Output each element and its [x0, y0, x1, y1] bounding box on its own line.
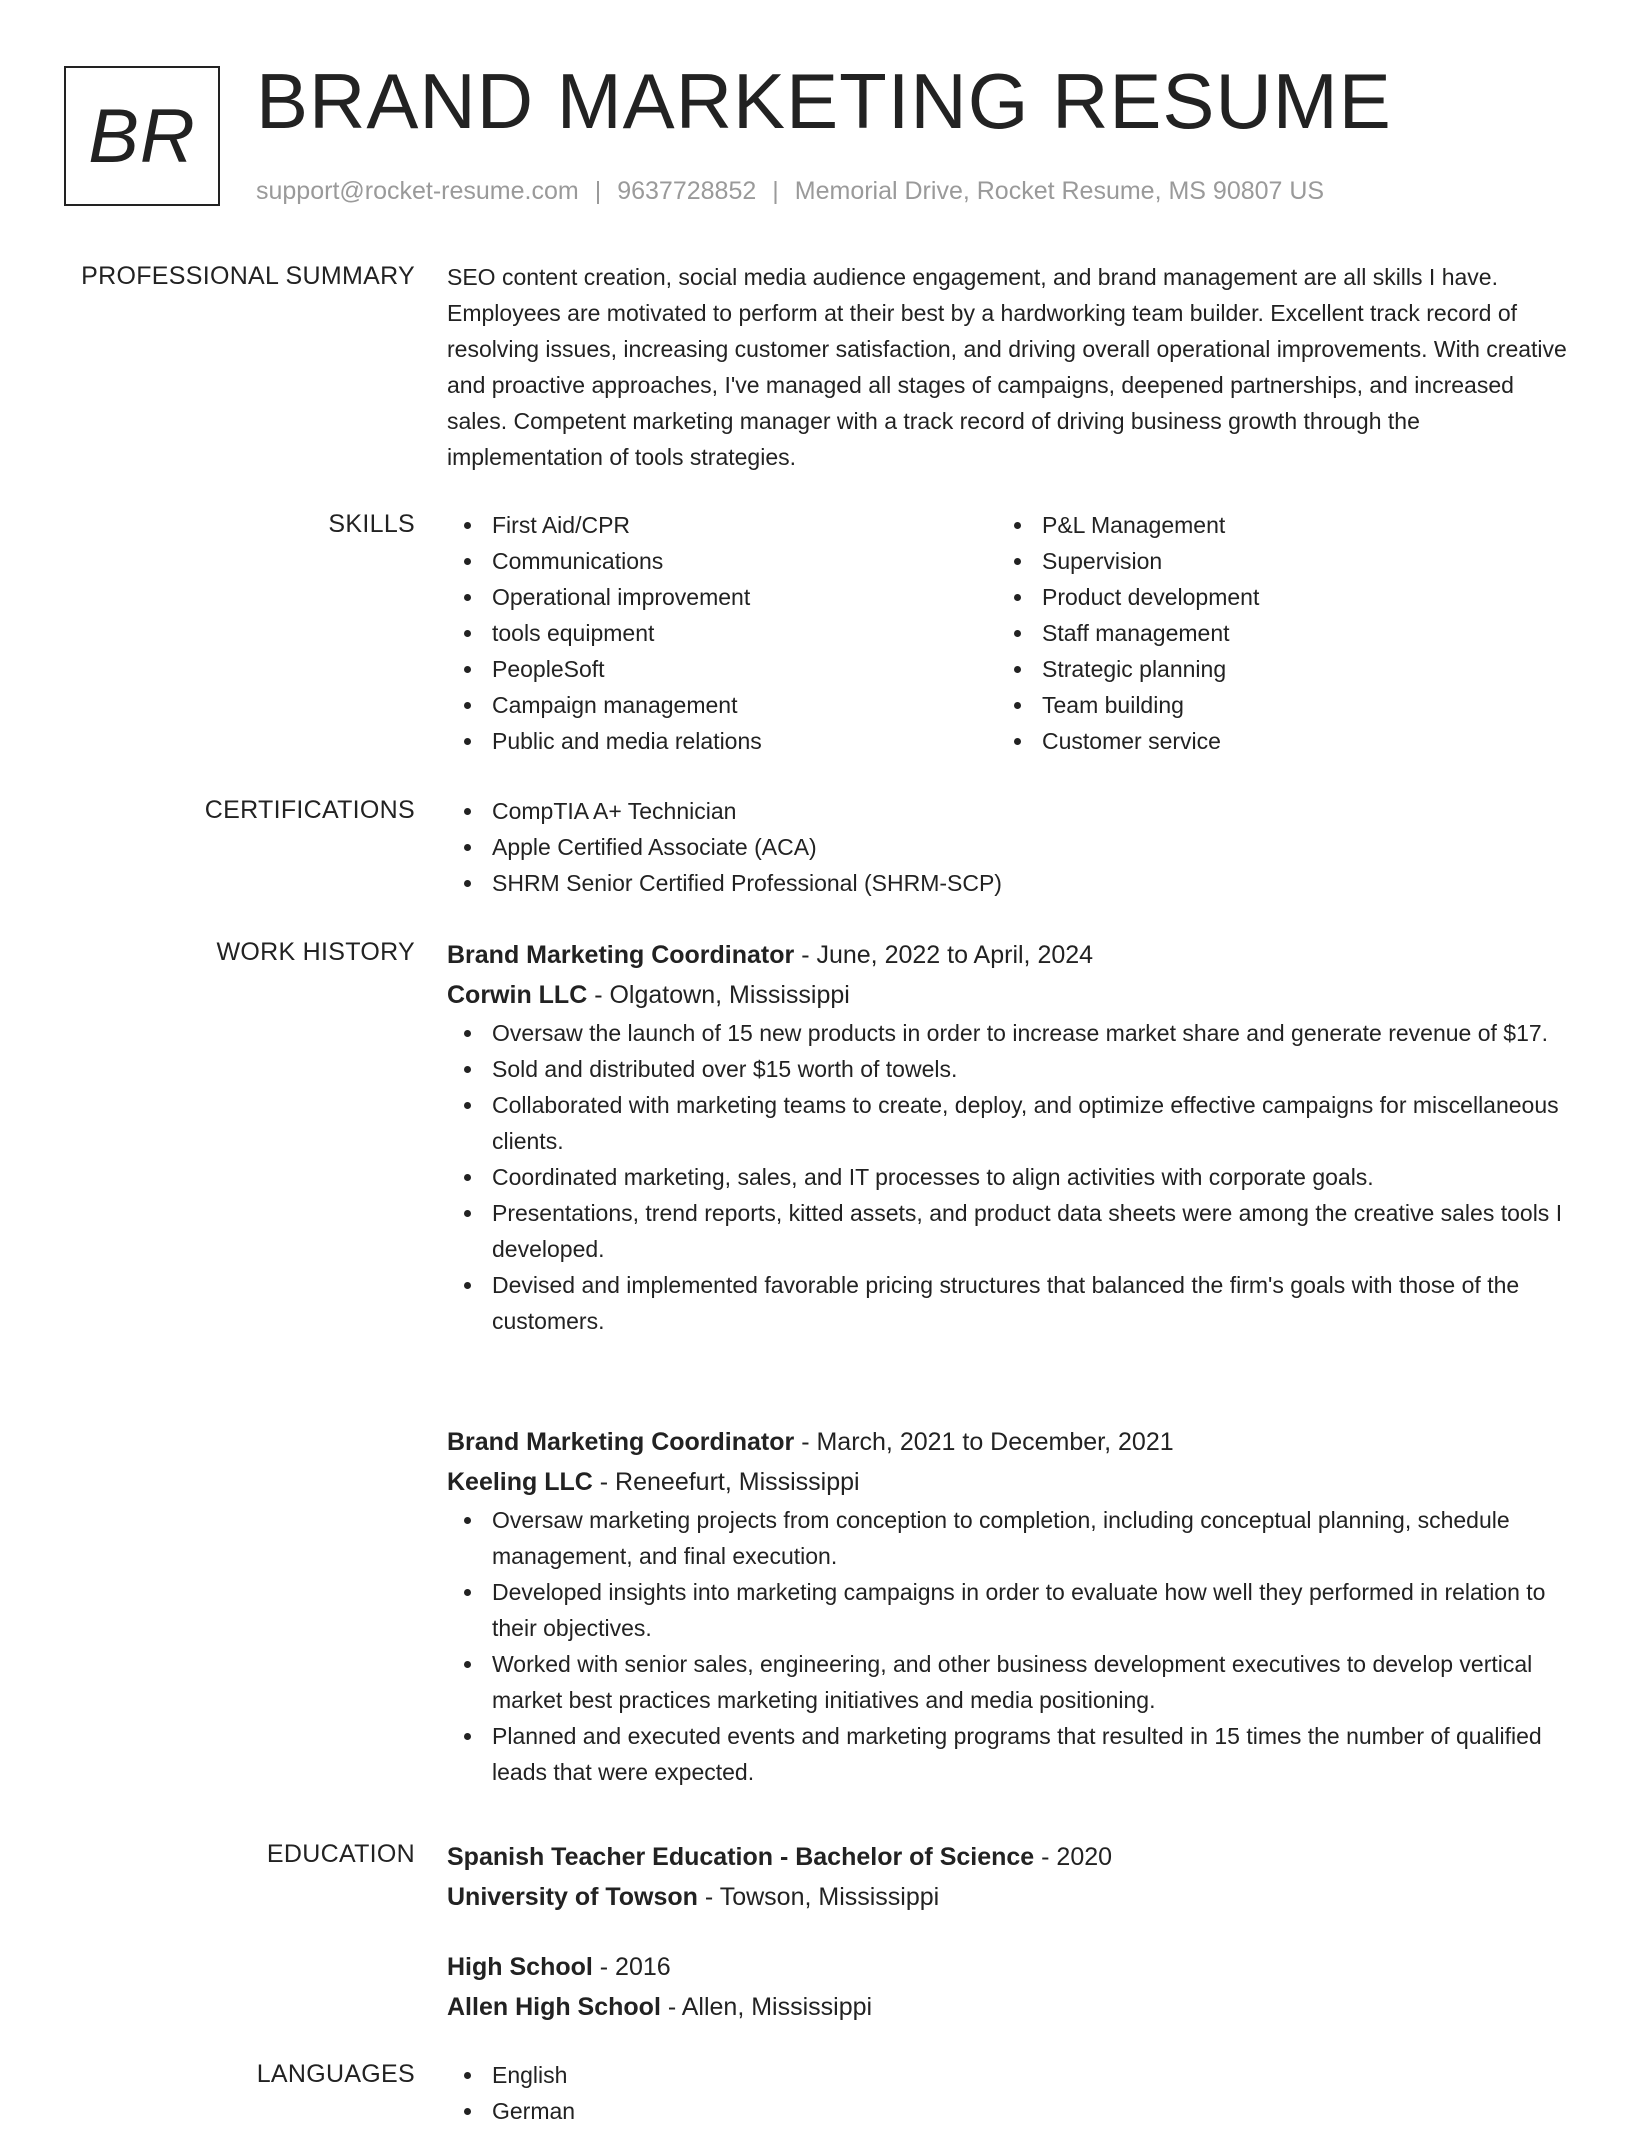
skill-item: Strategic planning: [997, 651, 1547, 687]
certification-item: SHRM Senior Certified Professional (SHRM-SCP): [447, 865, 1567, 901]
education-school-line: [447, 1987, 1567, 2027]
job-bullet: Devised and implemented favorable pricing structures that balanced the firm's goals with those of the customers.: [447, 1267, 1567, 1339]
education-school: University of Towson: [447, 1883, 698, 1911]
contact-email: support@rocket-resume.com: [256, 177, 579, 205]
skills-body: [447, 507, 1567, 759]
education-body: [447, 1837, 1567, 1917]
skill-item: First Aid/CPR: [447, 507, 997, 543]
work-history-body: [447, 935, 1567, 1339]
skill-item: Public and media relations: [447, 723, 997, 759]
job-company-line: [447, 975, 1567, 1015]
summary-body: [447, 259, 1567, 475]
education-degree: High School: [447, 1953, 593, 1981]
certifications-heading: CERTIFICATIONS: [204, 796, 415, 824]
summary-text: SEO content creation, social media audience engagement, and brand management are all skills I have. Employees are motivated to perform at their best by a hardworking team builder. Excellent track record of resolving issues, increasing customer satisfaction, and driving overall operational improvements. With creative and proactive approaches, I've managed all stages of campaigns, deepened partnerships, and increased sales. Competent marketing manager with a track record of driving business growth through the implementation of tools strategies.: [447, 264, 1567, 470]
job-entry: [447, 935, 1567, 1339]
skill-item: Supervision: [997, 543, 1547, 579]
skill-item: Campaign management: [447, 687, 997, 723]
skills-list-left: [447, 507, 997, 759]
education-location: - Allen, Mississippi: [660, 1993, 873, 2021]
skill-item: Customer service: [997, 723, 1547, 759]
resume-title: BRAND MARKETING RESUME: [256, 57, 1392, 145]
job-company: Keeling LLC: [447, 1468, 593, 1496]
education-body-2: [447, 1947, 1567, 2027]
job-bullet: Worked with senior sales, engineering, and other business development executives to develop vertical market best practices marketing initiatives and media positioning.: [447, 1646, 1567, 1718]
languages-heading: LANGUAGES: [256, 2060, 415, 2088]
job-entry: [447, 1422, 1567, 1790]
skills-list-right: [997, 507, 1547, 759]
education-degree-line: [447, 1947, 1567, 1987]
job-bullet: Presentations, trend reports, kitted assets, and product data sheets were among the creative sales tools I developed.: [447, 1195, 1567, 1267]
job-title: Brand Marketing Coordinator: [447, 1428, 795, 1456]
skill-item: Communications: [447, 543, 997, 579]
education-entry: [447, 1837, 1567, 1917]
job-bullet: Collaborated with marketing teams to create, deploy, and optimize effective campaigns for miscellaneous clients.: [447, 1087, 1567, 1159]
job-bullets: [447, 1502, 1567, 1790]
education-heading: EDUCATION: [266, 1840, 415, 1868]
language-item: English: [447, 2057, 1567, 2093]
job-bullet: Oversaw the launch of 15 new products in order to increase market share and generate revenue of $17.: [447, 1015, 1567, 1051]
contact-phone: 9637728852: [617, 177, 757, 205]
certifications-body: [447, 793, 1567, 901]
education-degree: Spanish Teacher Education - Bachelor of Science: [447, 1843, 1035, 1871]
job-title-line: [447, 935, 1567, 975]
skill-item: P&L Management: [997, 507, 1547, 543]
languages-list: [447, 2057, 1567, 2129]
job-company-line: [447, 1462, 1567, 1502]
job-location: - Reneefurt, Mississippi: [592, 1468, 860, 1496]
education-location: - Towson, Mississippi: [697, 1883, 940, 1911]
job-bullets: [447, 1015, 1567, 1339]
job-bullet: Developed insights into marketing campaigns in order to evaluate how well they performed in relation to their objectives.: [447, 1574, 1567, 1646]
job-company: Corwin LLC: [447, 981, 588, 1009]
contact-address: Memorial Drive, Rocket Resume, MS 90807 US: [794, 177, 1325, 205]
job-bullet: Sold and distributed over $15 worth of towels.: [447, 1051, 1567, 1087]
education-school: Allen High School: [447, 1993, 661, 2021]
monogram-logo: BR: [64, 66, 220, 206]
education-year: - 2016: [592, 1953, 671, 1981]
skill-item: Team building: [997, 687, 1547, 723]
job-dates: - June, 2022 to April, 2024: [794, 941, 1094, 969]
skill-item: Staff management: [997, 615, 1547, 651]
skill-item: Operational improvement: [447, 579, 997, 615]
certifications-list: [447, 793, 1567, 901]
job-bullet: Oversaw marketing projects from conception to completion, including conceptual planning, schedule management, and final execution.: [447, 1502, 1567, 1574]
summary-heading: PROFESSIONAL SUMMARY: [81, 262, 415, 290]
education-year: - 2020: [1034, 1843, 1113, 1871]
job-bullet: Planned and executed events and marketing programs that resulted in 15 times the number of qualified leads that were expected.: [447, 1718, 1567, 1790]
job-bullet: Coordinated marketing, sales, and IT processes to align activities with corporate goals.: [447, 1159, 1567, 1195]
education-school-line: [447, 1877, 1567, 1917]
languages-body: [447, 2057, 1567, 2129]
skill-item: tools equipment: [447, 615, 997, 651]
job-dates: - March, 2021 to December, 2021: [794, 1428, 1174, 1456]
skills-heading: SKILLS: [328, 510, 415, 538]
contact-line: [256, 174, 1324, 208]
contact-separator: |: [594, 177, 602, 205]
certification-item: CompTIA A+ Technician: [447, 793, 1567, 829]
job-location: - Olgatown, Mississippi: [587, 981, 850, 1009]
work-history-body-2: [447, 1422, 1567, 1790]
skill-item: Product development: [997, 579, 1547, 615]
job-title: Brand Marketing Coordinator: [447, 941, 795, 969]
contact-separator: |: [772, 177, 779, 205]
education-entry: [447, 1947, 1567, 2027]
language-item: German: [447, 2093, 1567, 2129]
work-history-heading: WORK HISTORY: [216, 938, 415, 966]
skill-item: PeopleSoft: [447, 651, 997, 687]
certification-item: Apple Certified Associate (ACA): [447, 829, 1567, 865]
job-title-line: [447, 1422, 1567, 1462]
education-degree-line: [447, 1837, 1567, 1877]
